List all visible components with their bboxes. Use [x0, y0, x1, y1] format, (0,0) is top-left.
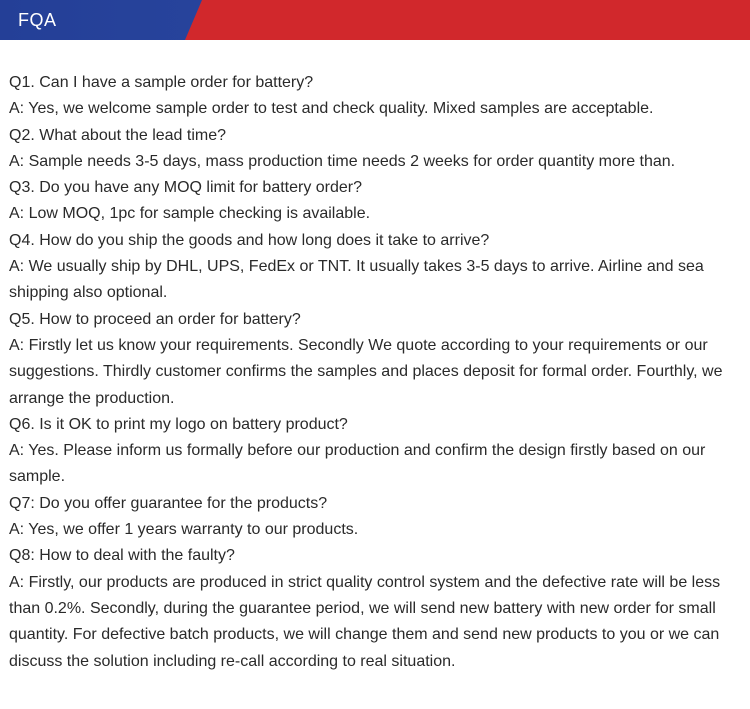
faq-answer-5: A: Firstly let us know your requirements. Secondly We quote according to your requirements or our suggestions. Thirdly customer confirms the samples and places deposit for formal order. Fourthly, we arrange the production.: [9, 336, 723, 407]
faq-heading: FQA: [18, 10, 57, 30]
faq-question-2: Q2. What about the lead time?: [9, 126, 227, 144]
faq-question-7: Q7: Do you offer guarantee for the products?: [9, 494, 328, 512]
faq-answer-4: A: We usually ship by DHL, UPS, FedEx or TNT. It usually takes 3-5 days to arrive. Airline and sea shipping also optional.: [9, 258, 704, 302]
faq-question-3: Q3. Do you have any MOQ limit for battery order?: [9, 179, 363, 197]
faq-answer-1: A: Yes, we welcome sample order to test and check quality. Mixed samples are acceptable.: [9, 100, 654, 118]
faq-answer-8: A: Firstly, our products are produced in strict quality control system and the defective rate will be less than 0.2%. Secondly, during the guarantee period, we will send new battery with new order for small quantity. For defective batch products, we will change them and send new products to you or we can discuss the solution including re-call according to real situation.: [9, 573, 721, 670]
faq-answer-2: A: Sample needs 3-5 days, mass production time needs 2 weeks for order quantity more than.: [9, 152, 676, 170]
faq-answer-6: A: Yes. Please inform us formally before our production and confirm the design firstly based on our sample.: [9, 442, 706, 486]
faq-question-1: Q1. Can I have a sample order for battery?: [9, 74, 314, 91]
faq-question-6: Q6. Is it OK to print my logo on battery product?: [9, 415, 348, 433]
banner-blue-segment: [0, 0, 750, 40]
faq-list: [9, 70, 729, 675]
faq-answer-3: A: Low MOQ, 1pc for sample checking is available.: [9, 205, 371, 223]
faq-header-banner: [0, 0, 750, 40]
faq-answer-7: A: Yes, we offer 1 years warranty to our products.: [9, 521, 359, 539]
faq-question-5: Q5. How to proceed an order for battery?: [9, 310, 301, 328]
faq-question-8: Q8: How to deal with the faulty?: [9, 547, 235, 565]
faq-question-4: Q4. How do you ship the goods and how long does it take to arrive?: [9, 231, 490, 249]
